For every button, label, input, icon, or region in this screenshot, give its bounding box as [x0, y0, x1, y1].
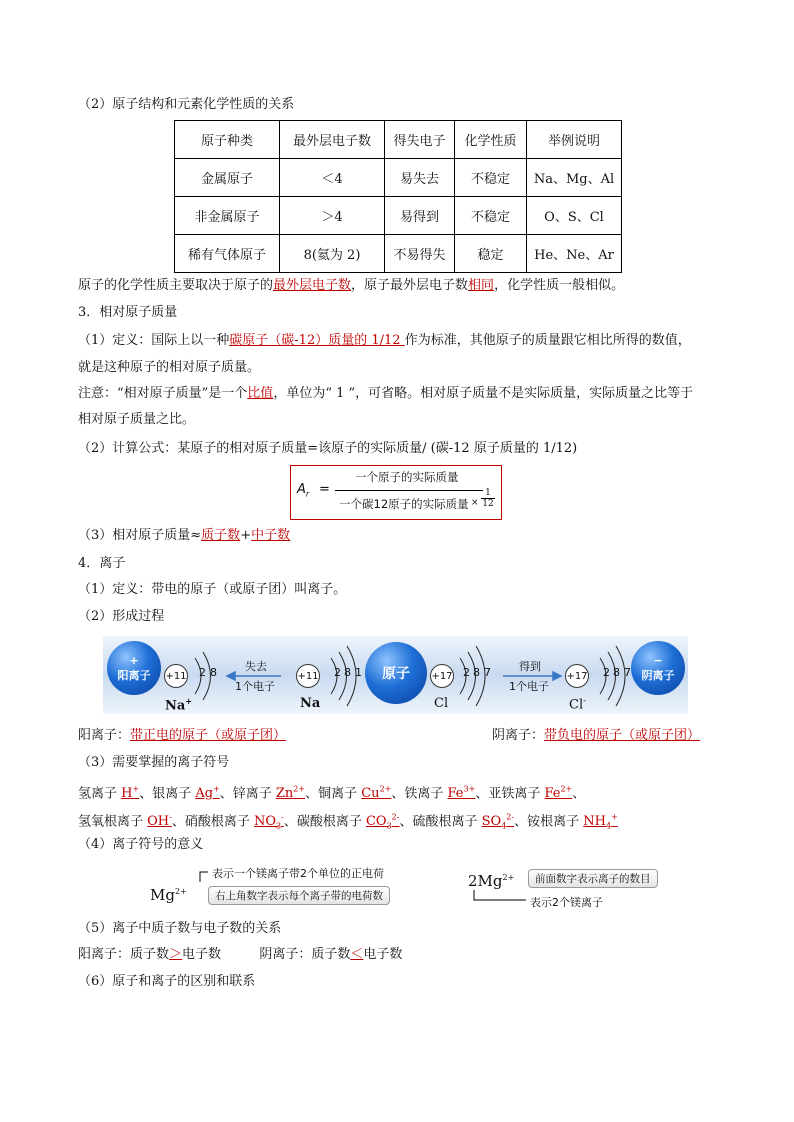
- key-answer: ＞: [169, 947, 183, 962]
- one-electron-label: 1个电子: [235, 680, 275, 693]
- ion-formation-diagram: [103, 636, 688, 714]
- key-answer: 中子数: [251, 528, 291, 543]
- approx-text: [78, 527, 290, 545]
- table-row: [175, 197, 622, 235]
- text: 电子数: [363, 947, 403, 962]
- shell-number: 8: [210, 666, 217, 679]
- text: 阳离子：质子数: [78, 947, 170, 962]
- subheading: （3）需要掌握的离子符号: [78, 755, 230, 770]
- symbol: Na: [165, 698, 186, 714]
- table-header-row: [175, 121, 622, 159]
- one-electron-label: 1个电子: [509, 680, 549, 693]
- formula-subscript: r: [305, 489, 310, 499]
- section-heading: 4．离子: [78, 556, 126, 571]
- text: （3）相对原子质量≈: [78, 528, 202, 543]
- mg-ion-meaning: [150, 860, 450, 910]
- table-header: 化学性质: [455, 121, 527, 159]
- table-cell: 稀有气体原子: [175, 235, 280, 273]
- cl-ion-symbol: [569, 696, 586, 712]
- table-cell: O、S、Cl: [527, 197, 622, 235]
- key-answer: 比值: [247, 386, 274, 401]
- table-cell: He、Ne、Ar: [527, 235, 622, 273]
- text: ，原子最外层电子数: [351, 278, 469, 293]
- key-answer: 最外层电子数: [273, 278, 352, 293]
- gain-label: 得到: [519, 660, 541, 673]
- symbol: Cl: [569, 697, 584, 713]
- ion-symbol: $Cu^{2+}$: [361, 785, 392, 802]
- table-header: 原子种类: [175, 121, 280, 159]
- shell-number: 2: [603, 666, 610, 679]
- note-text: [78, 385, 693, 403]
- shell-number: 2: [463, 666, 470, 679]
- anion-sign: −: [653, 653, 663, 667]
- 2mg-note-bottom: 表示2个镁离子: [530, 896, 603, 909]
- shell-number: 1: [355, 666, 362, 679]
- table-row: [175, 159, 622, 197]
- note-text: 相对原子质量之比。: [78, 412, 196, 427]
- ion-name: 、锌离子: [219, 786, 276, 802]
- table-cell: 非金属原子: [175, 197, 280, 235]
- text: ，化学性质一般相似。: [494, 278, 625, 293]
- text: 原子的化学性质主要取决于原子的: [78, 278, 274, 293]
- mg-symbol: [150, 886, 187, 904]
- table-row: [175, 235, 622, 273]
- ion-name: 、银离子: [139, 786, 196, 802]
- section-heading: 3．相对原子质量: [78, 305, 178, 320]
- formula-equals: =: [319, 482, 330, 497]
- table-cell: 金属原子: [175, 159, 280, 197]
- cation-sign: +: [129, 653, 139, 667]
- symbol: 2Mg: [468, 872, 503, 890]
- shell-number: 2: [334, 666, 341, 679]
- ion-name: 、铵根离子: [514, 814, 584, 830]
- 2mg-symbol: [468, 872, 514, 890]
- key-answer: 质子数: [201, 528, 241, 543]
- shell-number: 7: [484, 666, 491, 679]
- text: 注意：“相对原子质量”是一个: [78, 386, 248, 401]
- definition-text: [78, 332, 691, 350]
- ion-symbol: $Zn^{2+}$: [275, 785, 306, 802]
- shell-number: 8: [613, 666, 620, 679]
- cation-ball: [107, 641, 161, 695]
- table-header: 最外层电子数: [280, 121, 385, 159]
- atom-ball-label: 原子: [382, 666, 410, 682]
- table-cell: ＜4: [280, 159, 385, 197]
- ion-name: 、铜离子: [305, 786, 362, 802]
- ion-symbol: $Fe^{3+}$: [447, 785, 476, 802]
- formula-times: ×: [471, 498, 479, 508]
- charge: 2+: [174, 887, 187, 896]
- text: 电子数: [182, 947, 222, 962]
- shell-number: 2: [199, 666, 206, 679]
- table-cell: 不稳定: [455, 197, 527, 235]
- cl-ion-nucleus: +17: [565, 664, 589, 688]
- symbol: Mg: [150, 886, 175, 904]
- table-cell: 8(氦为 2): [280, 235, 385, 273]
- small-fraction-den: 12: [482, 499, 494, 509]
- text: 阳离子：: [78, 728, 131, 743]
- formula-box: [290, 465, 502, 520]
- key-answer: 碳原子（碳-12）质量的 1/12: [229, 333, 405, 348]
- na-symbol: Na: [300, 696, 321, 711]
- ion-name: 、铁离子: [391, 786, 448, 802]
- table-cell: 不稳定: [455, 159, 527, 197]
- ion-name: 、碳酸根离子: [283, 814, 366, 830]
- key-answer: 相同: [468, 278, 495, 293]
- mg-note-box: 右上角数字表示每个离子带的电荷数: [208, 886, 390, 905]
- charge: -: [583, 696, 586, 705]
- subheading: （6）原子和离子的区别和联系: [78, 974, 256, 989]
- calc-text: （2）计算公式：某原子的相对原子质量=该原子的实际质量/ (碳-12 原子质量的 1/12): [78, 441, 578, 456]
- charge: 2+: [502, 873, 515, 882]
- ion-symbol: $NH_4^+$: [583, 813, 618, 831]
- subheading: （2）形成过程: [78, 609, 165, 624]
- ion-name: 、亚铁离子: [475, 786, 545, 802]
- table-header: 举例说明: [527, 121, 622, 159]
- subheading: （4）离子符号的意义: [78, 837, 204, 852]
- text: ，单位为“ 1 ”，可省略。相对原子质量不是实际质量，实际质量之比等于: [273, 386, 694, 401]
- shell-number: 8: [344, 666, 351, 679]
- table-cell: 稳定: [455, 235, 527, 273]
- text: （1）定义：国际上以一种: [78, 333, 230, 348]
- ion-symbol: $NO_3^-$: [253, 813, 284, 831]
- lose-label: 失去: [245, 660, 267, 673]
- anion-ball: [631, 641, 685, 695]
- atom-ball: [365, 642, 427, 704]
- text: 阴离子：: [492, 728, 545, 743]
- table-cell: 易得到: [385, 197, 455, 235]
- chem-property-text: [78, 277, 624, 295]
- formula-numerator: 一个原子的实际质量: [355, 470, 459, 484]
- ion-name: 、硫酸根离子: [399, 814, 482, 830]
- text: 阴离子：质子数: [259, 947, 351, 962]
- ion-symbol: Ag+: [195, 785, 220, 802]
- ion-symbols-row: [78, 809, 618, 836]
- ion-symbol: H+: [121, 785, 140, 802]
- cl-nucleus: +17: [430, 664, 454, 688]
- ion-symbol: $CO_3^{2-}$: [365, 813, 400, 831]
- key-answer: 带正电的原子（或原子团）: [130, 728, 287, 743]
- definition-text: 就是这种原子的相对原子质量。: [78, 360, 261, 375]
- na-nucleus: +11: [296, 664, 320, 688]
- formula-lhs: [297, 482, 309, 499]
- formula-denominator: 一个碳12原子的实际质量: [339, 497, 469, 511]
- key-answer: ＜: [350, 947, 364, 962]
- fraction-bar: [335, 490, 483, 491]
- ion-symbol: $SO_4^{2-}$: [481, 813, 515, 831]
- na-ion-nucleus: +11: [164, 664, 188, 688]
- anion-ball-label: 阴离子: [641, 668, 675, 682]
- ion-symbols-row: [78, 781, 585, 803]
- anion-definition: [492, 727, 700, 745]
- shell-number: 7: [624, 666, 631, 679]
- table-cell: ＞4: [280, 197, 385, 235]
- key-answer: 带负电的原子（或原子团）: [544, 728, 701, 743]
- text: 、: [572, 786, 586, 802]
- relation-row: [78, 946, 402, 964]
- charge: +: [185, 696, 193, 706]
- subheading: （5）离子中质子数与电子数的关系: [78, 921, 282, 936]
- formula-symbol: A: [297, 482, 306, 497]
- table-header: 得失电子: [385, 121, 455, 159]
- mg-note-top: 表示一个镁离子带2个单位的正电荷: [212, 867, 384, 880]
- text: +: [240, 528, 252, 543]
- 2mg-note-box: 前面数字表示离子的数目: [528, 869, 658, 888]
- table-cell: 易失去: [385, 159, 455, 197]
- table-cell: Na、Mg、Al: [527, 159, 622, 197]
- ion-name: 、硝酸根离子: [171, 814, 254, 830]
- section-title: （2）原子结构和元素化学性质的关系: [78, 97, 295, 112]
- ion-name: 氢氧根离子: [78, 814, 148, 830]
- ion-name: 氢离子: [78, 786, 122, 802]
- text: 作为标准，其他原子的质量跟它相比所得的数值，: [404, 333, 691, 348]
- atom-property-table: [174, 120, 622, 273]
- na-ion-symbol: [165, 696, 192, 713]
- cl-symbol: Cl: [434, 696, 449, 711]
- definition-text: （1）定义：带电的原子（或原子团）叫离子。: [78, 582, 347, 597]
- 2mg-ion-meaning: [466, 864, 686, 914]
- table-cell: 不易得失: [385, 235, 455, 273]
- ion-symbol: $Fe^{2+}$: [544, 785, 573, 802]
- cation-definition: [78, 727, 286, 745]
- ion-symbol: OH-: [147, 813, 172, 830]
- small-fraction-num: 1: [485, 488, 491, 498]
- shell-number: 8: [473, 666, 480, 679]
- cation-ball-label: 阳离子: [117, 668, 151, 682]
- small-fraction: [481, 488, 495, 509]
